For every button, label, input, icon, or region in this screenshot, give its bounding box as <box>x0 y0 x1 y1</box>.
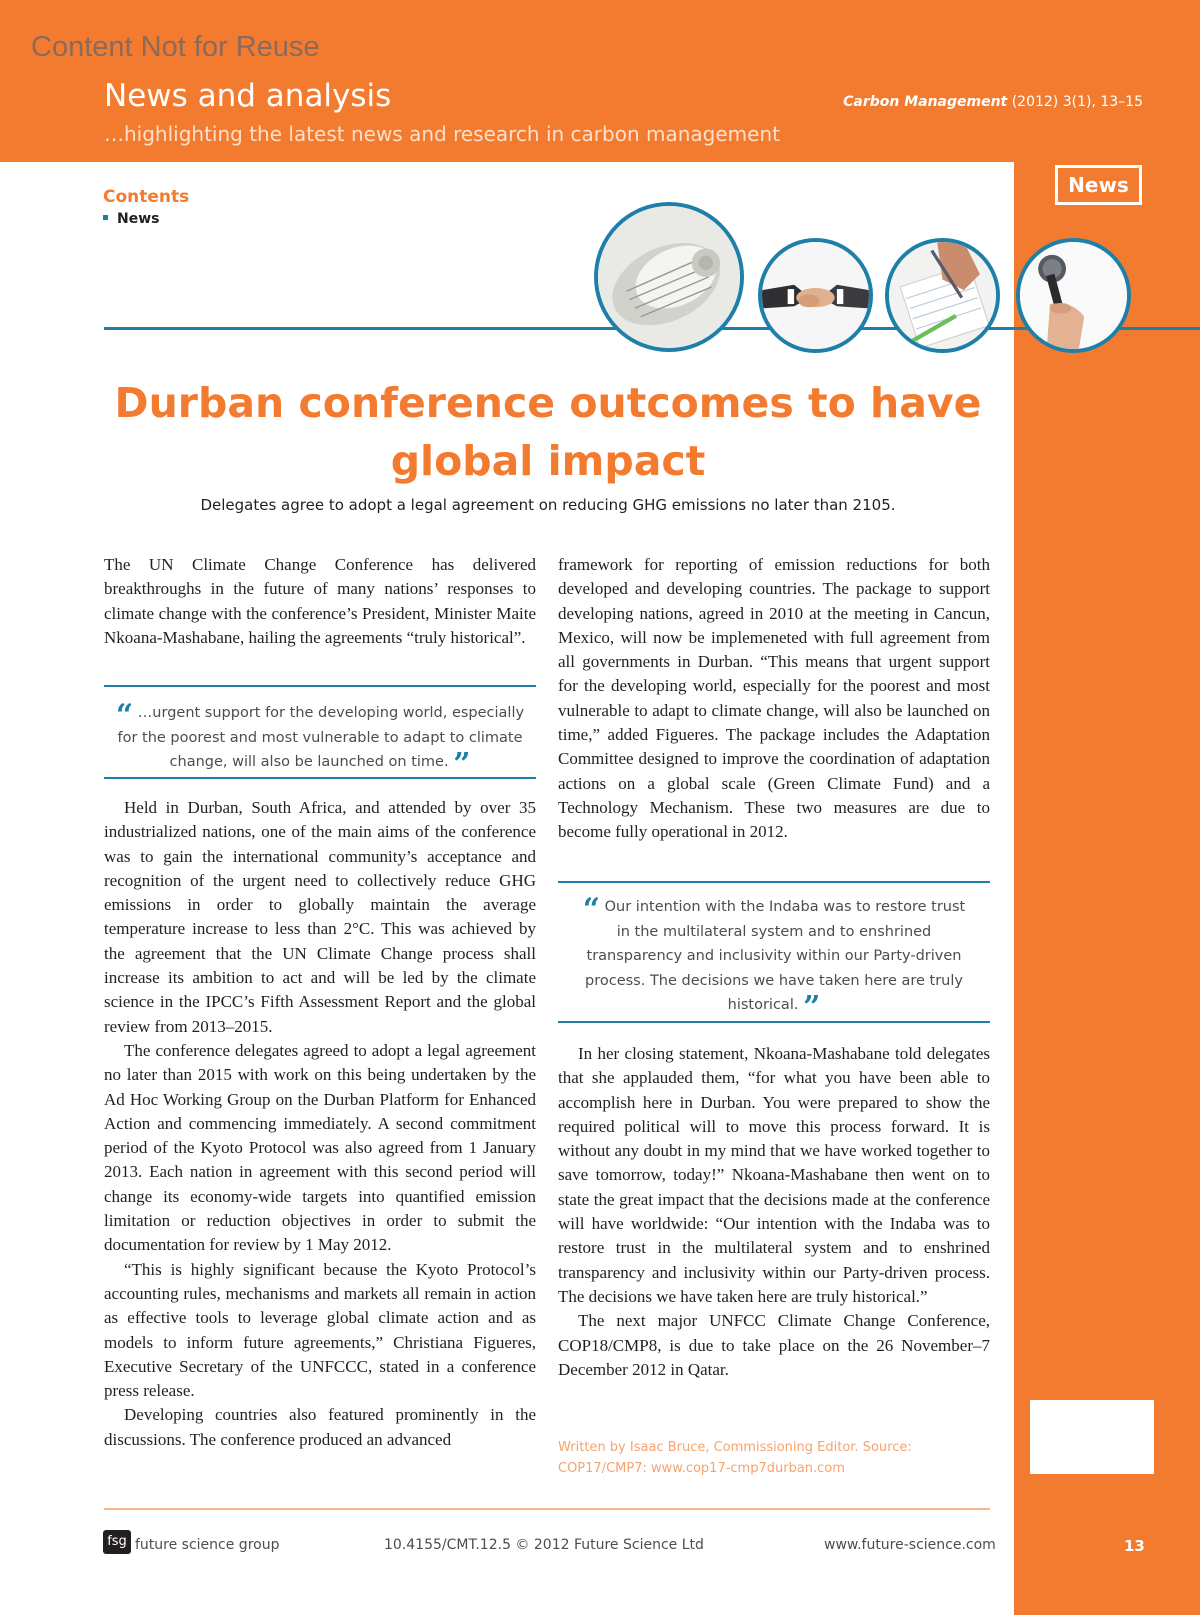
article-headline <box>104 374 992 490</box>
news-badge: News <box>1055 165 1142 205</box>
column-right-top <box>558 553 990 845</box>
close-quote-icon: ” <box>453 747 471 782</box>
open-quote-icon: “ <box>115 698 134 733</box>
right-sidebar-band <box>1014 162 1200 1615</box>
microphone-icon <box>1020 242 1127 349</box>
journal-name: Carbon Management <box>843 94 1008 110</box>
article-credit: Written by Isaac Bruce, Commissioning Editor. Source: COP17/CMP7: www.cop17-cmp7durban.com <box>558 1440 912 1476</box>
website-link[interactable]: www.future-science.com <box>824 1537 996 1553</box>
paragraph: Held in Durban, South Africa, and attended by over 35 industrialized nations, one of the main aims of the conference was to gain the international community’s acceptance and recognition of the urgent need to collectively reduce GHG emissions in order to globally maintain the average temperature increase to less than 2°C. This was achieved by the agreement that the UN Climate Change process shall increase its ambition to act and will be led by the climate science in the IPCC’s Fifth Assessment Report and the global review from 2013–2015. <box>104 798 536 1036</box>
writing-pen-icon <box>889 242 996 349</box>
handshake-photo <box>758 238 873 353</box>
pull-quote-text: …urgent support for the developing world, especially for the poorest and most vulnerable to adapt to climate change, will also be launched on time. <box>117 705 525 770</box>
column-left-body <box>104 796 536 1452</box>
pull-quote-1 <box>104 685 536 782</box>
pull-quote-2 <box>558 881 990 1023</box>
writing-photo <box>885 238 1000 353</box>
doi-copyright: 10.4155/CMT.12.5 © 2012 Future Science Ltd <box>384 1537 704 1553</box>
paragraph: The next major UNFCC Climate Change Conference, COP18/CMP8, is due to take place on the 26 November–7 December 2012 in Qatar. <box>558 1311 990 1379</box>
headline-line-1: Durban conference outcomes to have <box>114 379 982 427</box>
contents-item-news[interactable] <box>103 211 159 227</box>
section-subtitle: …highlighting the latest news and research in carbon management <box>104 122 780 146</box>
section-title: News and analysis <box>104 78 392 114</box>
paragraph: Developing countries also featured prominently in the discussions. The conference produced an advanced <box>104 1405 536 1449</box>
article-standfirst: Delegates agree to adopt a legal agreement on reducing GHG emissions no later than 2105. <box>200 496 896 514</box>
open-quote-icon: “ <box>582 892 601 927</box>
handshake-icon <box>762 242 869 349</box>
contents-item-label: News <box>117 211 160 227</box>
contents-heading: Contents <box>103 187 190 207</box>
paragraph: The conference delegates agreed to adopt a legal agreement no later than 2015 with work on this being undertaken by the Ad Hoc Working Group on the Durban Platform for Enhanced Action and commencing immediately. A second commitment period of the Kyoto Protocol was also agreed from 1 January 2013. Each nation in agreement with this second period will change its economy-wide targets into quantified emission limitation or reduction objectives in order to submit the documentation for review by 1 May 2012. <box>104 1040 536 1255</box>
footer-rule <box>104 1508 990 1510</box>
microphone-photo <box>1016 238 1131 353</box>
newspapers-icon <box>598 206 740 348</box>
column-right-body <box>558 1042 990 1382</box>
journal-citation <box>843 94 1143 110</box>
paragraph: In her closing statement, Nkoana-Mashabane told delegates that she applauded them, “for what you have been able to accomplish here in Durban. You were prepared to show the required political will to move this process forward. It is without any doubt in my mind that we have worked together to save tomorrow, today!” Nkoana-Mashabane then went on to state the great impact that the decisions made at the conference will have worldwide: “Our intention with the Indaba was to restore trust in the multilateral system and to enshrined transparency and inclusivity within our Party-driven process. The decisions we have taken here are truly historical.” <box>558 1044 990 1306</box>
column-left-top <box>104 553 536 650</box>
blank-box <box>1030 1400 1154 1474</box>
page-number: 13 <box>1124 1537 1145 1555</box>
paragraph: framework for reporting of emission reductions for both developed and developing countries. The package to support developing nations, agreed in 2010 at the meeting in Cancun, Mexico, will now be implemeneted with full agreement from all governments in Durban. “This means that urgent support for the developing world, especially for the poorest and most vulnerable to adapt to climate change, will also be launched on time,” added Figueres. The package includes the Adaptation Committee designed to improve the coordination of adaptation actions on a global scale (Green Climate Fund) and a Technology Mechanism. These two measures are due to become fully operational in 2012. <box>558 555 990 842</box>
headline-line-2: global impact <box>390 437 706 485</box>
pull-quote-text: Our intention with the Indaba was to restore trust in the multilateral system and to enshrined transparency and inclusivity within our Party-driven process. The decisions we have taken here are truly historical. <box>585 899 966 1013</box>
paragraph: “This is highly significant because the Kyoto Protocol’s accounting rules, mechanisms and markets all remain in action as effective tools to leverage global climate action and as models to inform future agreements,” Christiana Figueres, Executive Secretary of the UNFCCC, stated in a conference press release. <box>104 1259 536 1401</box>
newspapers-photo <box>594 202 744 352</box>
fsg-logo-icon: fsg <box>103 1530 131 1554</box>
paragraph: The UN Climate Change Conference has delivered breakthroughs in the future of many nations’ responses to climate change with the conference’s President, Minister Maite Nkoana-Mashabane, hailing the agreements “truly historical”. <box>104 555 536 647</box>
close-quote-icon: ” <box>803 990 821 1025</box>
publisher-name: future science group <box>135 1537 280 1553</box>
journal-volume: (2012) 3(1), 13–15 <box>1011 94 1143 110</box>
bullet-square-icon <box>103 215 108 220</box>
watermark-text: Content Not for Reuse <box>31 31 320 63</box>
